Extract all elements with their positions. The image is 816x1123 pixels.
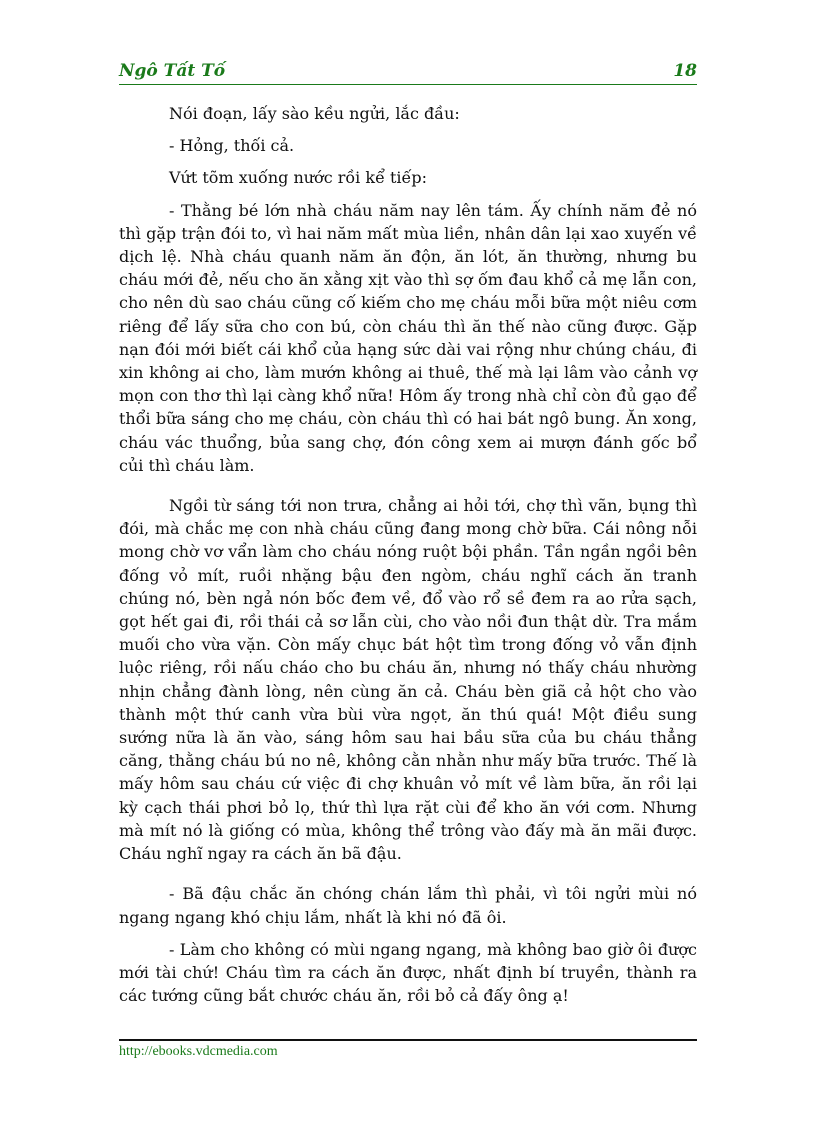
page-body [119,102,697,1016]
paragraph: - Thằng bé lớn nhà cháu năm nay lên tám. Ấy chính năm đẻ nó thì gặp trận đói to, vì hai năm mất mùa liền, nhân dân lại xao xuyến về dịch lệ. Nhà cháu quanh năm ăn độn, ăn lót, ăn thường, nhưng bu cháu mới đẻ, nếu cho ăn xằng xịt vào thì sợ ốm đau khổ cả mẹ lẫn con, cho nên dù sao cháu cũng cố kiếm cho mẹ cháu mỗi bữa một niêu cơm riêng để lấy sữa cho con bú, còn cháu thì ăn thế nào cũng được. Gặp nạn đói mới biết cái khổ của hạng sức dài vai rộng như chúng cháu, đi xin không ai cho, làm mướn không ai thuê, thế mà lại lâm vào cảnh vợ mọn con thơ thì lại càng khổ nữa! Hôm ấy trong nhà chỉ còn đủ gạo để thổi bữa sáng cho mẹ cháu, còn cháu thì có hai bát ngô bung. Ăn xong, cháu vác thuổng, bủa sang chợ, đón công xem ai mượn đánh gốc bổ củi thì cháu làm. [119,200,697,475]
page-header [119,60,697,85]
paragraph: - Bã đậu chắc ăn chóng chán lắm thì phải, vì tôi ngửi mùi nó ngang ngang khó chịu lắm, nhất là khi nó đã ôi. [119,884,697,927]
paragraph: Vứt tõm xuống nước rồi kể tiếp: [169,168,428,188]
footer-divider [119,1039,697,1041]
paragraph: Nói đoạn, lấy sào kều ngửi, lắc đầu: [169,104,460,123]
paragraph: Ngồi từ sáng tới non trưa, chẳng ai hỏi tới, chợ thì vãn, bụng thì đói, mà chắc mẹ con nhà cháu cũng đang mong chờ bữa. Cái nông nỗi mong chờ vơ vẩn làm cho cháu nóng ruột bội phần. Tần ngần ngồi bên đống vỏ mít, ruồi nhặng bậu đen ngòm, cháu nghĩ cách ăn tranh chúng nó, bèn ngả nón bốc đem về, đổ vào rổ sề đem ra ao rửa sạch, gọt hết gai đi, rồi thái cả sơ lẫn cùi, cho vào nồi đun thật dừ. Tra mắm muối cho vừa vặn. Còn mấy chục bát hột tìm trong đống vỏ vẫn định luộc riêng, rồi nấu cháo cho bu cháu ăn, nhưng nó thấy cháu nhường nhịn chẳng đành lòng, nên cùng ăn cả. Cháu bèn giã cả hột cho vào thành một thứ canh vừa bùi vừa ngọt, ăn thú quá! Một điều sung sướng nữa là ăn vào, sáng hôm sau hai bầu sữa của bu cháu thẳng căng, thằng cháu bú no nê, không cằn nhằn như mấy bữa trước. Thế là mấy hôm sau cháu cứ việc đi chợ khuân vỏ mít về làm bữa, ăn rồi lại kỳ cạch thái phơi bỏ lọ, thứ thì lựa rặt cùi để kho ăn với cơm. Nhưng mà mít nó là giống có mùa, không thể trông vào đấy mà ăn mãi được. Cháu nghĩ ngay ra cách ăn bã đậu. [119,496,697,864]
footer-url[interactable]: http://ebooks.vdcmedia.com [119,1044,278,1059]
page-number: 18 [673,61,697,81]
author-name: Ngô Tất Tố [119,61,226,81]
paragraph: - Hỏng, thối cả. [169,136,295,156]
paragraph: - Làm cho không có mùi ngang ngang, mà không bao giờ ôi được mới tài chứ! Cháu tìm ra cách ăn được, nhất định bí truyền, thành ra các tướng cũng bắt chước cháu ăn, rồi bỏ cả đấy ông ạ! [119,939,697,1006]
